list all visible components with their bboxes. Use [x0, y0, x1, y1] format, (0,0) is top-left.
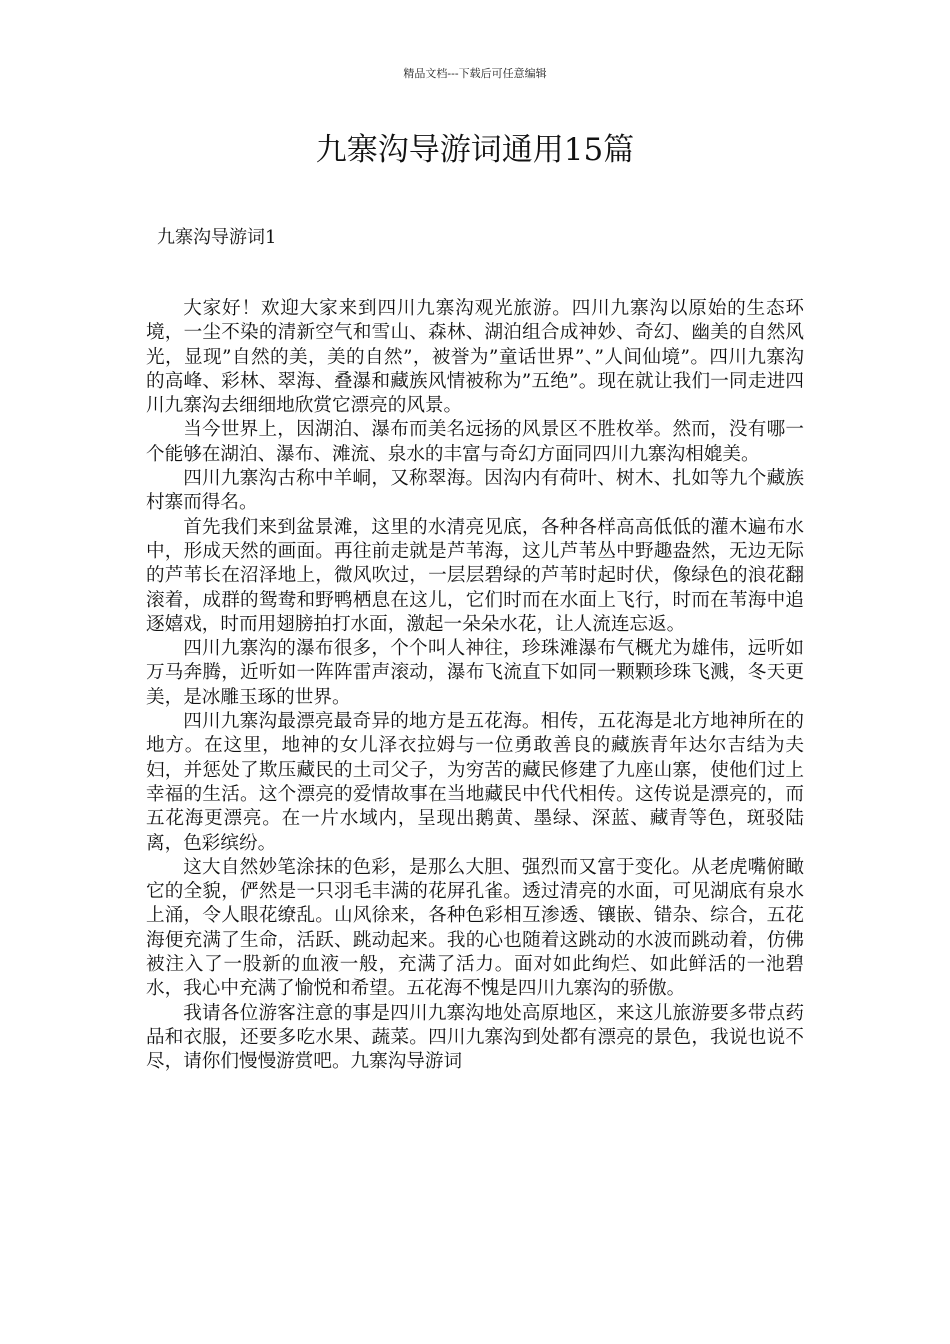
section-heading: 九寨沟导游词1 — [157, 227, 277, 248]
body-text — [146, 297, 804, 1075]
paragraph: 首先我们来到盆景滩，这里的水清亮见底，各种各样高高低低的灌木遍布水中，形成天然的画面。再往前走就是芦苇海，这儿芦苇丛中野趣盎然，无边无际的芦苇长在沼泽地上，微风吹过，一层层碧绿的芦苇时起时伏，像绿色的浪花翻滚着，成群的鸳鸯和野鸭栖息在这儿，它们时而在水面上飞行，时而在苇海中追逐嬉戏，时而用翅膀拍打水面，激起一朵朵水花，让人流连忘返。 — [146, 516, 804, 635]
document-title: 九寨沟导游词通用15篇 — [315, 132, 635, 168]
paragraph: 这大自然妙笔涂抹的色彩，是那么大胆、强烈而又富于变化。从老虎嘴俯瞰它的全貌，俨然是一只羽毛丰满的花屏孔雀。透过清亮的水面，可见湖底有泉水上涌，令人眼花缭乱。山风徐来，各种色彩相互渗透、镶嵌、错杂、综合，五花海便充满了生命，活跃、跳动起来。我的心也随着这跳动的水波而跳动着，仿佛被注入了一股新的血液一般，充满了活力。面对如此绚烂、如此鲜活的一池碧水，我心中充满了愉悦和希望。五花海不愧是四川九寨沟的骄傲。 — [146, 856, 804, 1000]
paragraph: 四川九寨沟古称中羊峒，又称翠海。因沟内有荷叶、树木、扎如等九个藏族村寨而得名。 — [146, 468, 804, 514]
header-note: 精品文档---下载后可任意编辑 — [403, 67, 547, 80]
paragraph: 我请各位游客注意的事是四川九寨沟地处高原地区，来这儿旅游要多带点药品和衣服，还要多吃水果、蔬菜。四川九寨沟到处都有漂亮的景色，我说也说不尽，请你们慢慢游赏吧。九寨沟导游词 — [146, 1002, 804, 1073]
paragraph: 四川九寨沟最漂亮最奇异的地方是五花海。相传，五花海是北方地神所在的地方。在这里，地神的女儿泽衣拉姆与一位勇敢善良的藏族青年达尔吉结为夫妇，并惩处了欺压藏民的土司父子，为穷苦的藏民修建了九座山寨，使他们过上幸福的生活。这个漂亮的爱情故事在当地藏民中代代相传。这传说是漂亮的，而五花海更漂亮。在一片水域内，呈现出鹅黄、墨绿、深蓝、藏青等色，斑驳陆离，色彩缤纷。 — [146, 711, 804, 854]
paragraph: 大家好！欢迎大家来到四川九寨沟观光旅游。四川九寨沟以原始的生态环境，一尘不染的清新空气和雪山、森林、湖泊组合成神妙、奇幻、幽美的自然风光，显现”自然的美，美的自然”，被誉为”童话世界”、”人间仙境”。四川九寨沟的高峰、彩林、翠海、叠瀑和藏族风情被称为”五绝”。现在就让我们一同走进四川九寨沟去细细地欣赏它漂亮的风景。 — [146, 298, 804, 417]
paragraph: 当今世界上，因湖泊、瀑布而美名远扬的风景区不胜枚举。然而，没有哪一个能够在湖泊、瀑布、滩流、泉水的丰富与奇幻方面同四川九寨沟相媲美。 — [146, 419, 804, 465]
paragraph: 四川九寨沟的瀑布很多，个个叫人神往，珍珠滩瀑布气概尤为雄伟，远听如万马奔腾，近听如一阵阵雷声滚动，瀑布飞流直下如同一颗颗珍珠飞溅，冬天更美，是冰雕玉琢的世界。 — [146, 638, 804, 708]
